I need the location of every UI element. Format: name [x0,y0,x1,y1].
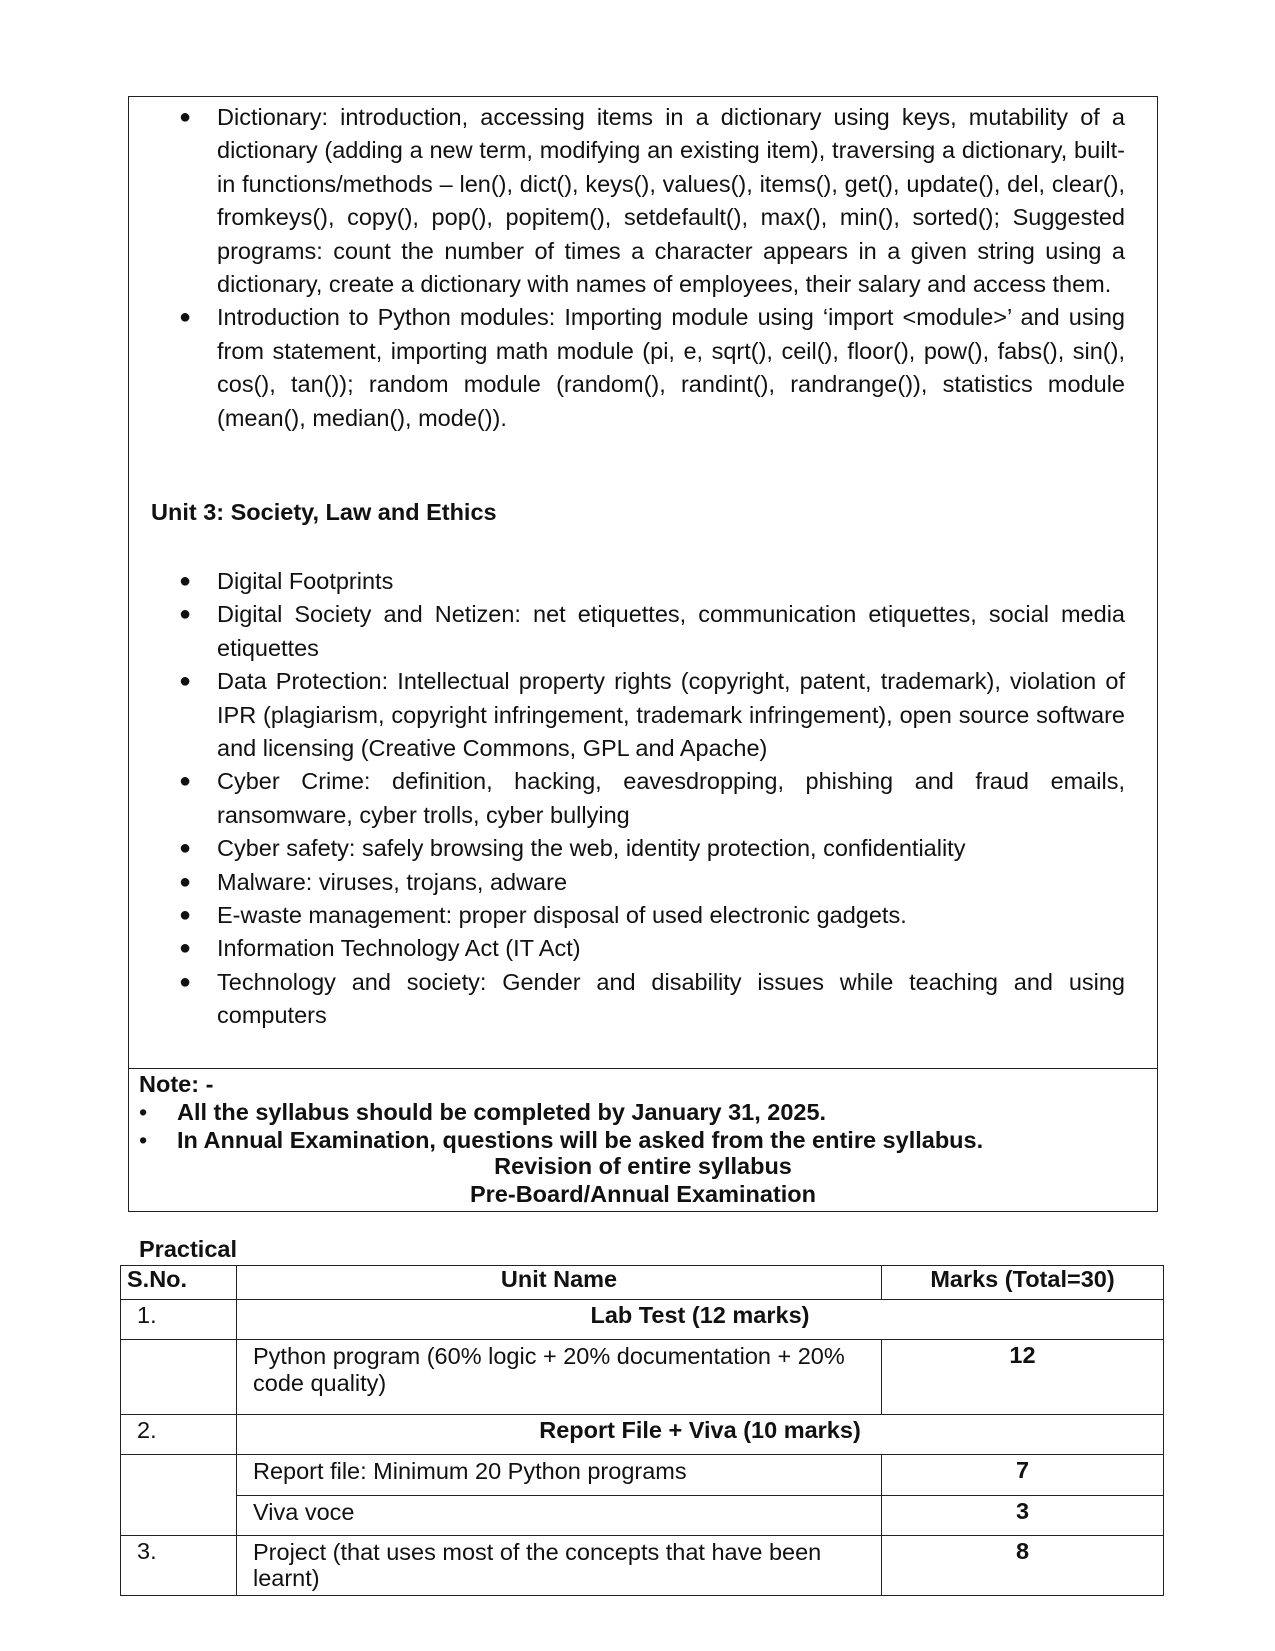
marks-cell: 12 [882,1340,1164,1415]
sno-cell: 1. [121,1300,237,1340]
marks-cell: 8 [882,1536,1164,1596]
note-text: In Annual Examination, questions will be asked from the entire syllabus. [177,1127,984,1153]
topic-text: Information Technology Act (IT Act) [217,935,581,962]
bullet-icon: ● [179,904,192,927]
topic-text: Introduction to Python modules: Importing module using ‘import <module>’ and using from statement, importing math module (pi, e, sqrt(), ceil(), floor(), pow(), fabs(), sin(), cos(), tan()); random module (random(), randint(), randrange()), statistics module (mean(), median(), mode()). [217,304,1125,431]
bullet-icon: ● [179,937,192,960]
practical-title: Practical [139,1236,237,1262]
bullet-icon: ● [179,306,192,329]
practical-marks-table [120,1265,1164,1596]
header-sno: S.No. [121,1266,237,1300]
unit2-topic-list [129,101,1157,435]
marks-cell: 7 [882,1455,1164,1496]
sno-cell [121,1455,237,1536]
table-row [121,1496,1164,1536]
list-item [129,866,1157,899]
topic-text: Digital Footprints [217,568,394,594]
unit-name-cell: Report file: Minimum 20 Python programs [237,1455,882,1496]
list-item [129,301,1157,435]
note-label: Note: - [139,1071,214,1097]
unit-name-cell: Viva voce [237,1496,882,1536]
topic-text: Data Protection: Intellectual property rights (copyright, patent, trademark), violation of IPR (plagiarism, copyright infringement, trademark infringement), open source software and licensing (Creative Commons, GPL and Apache) [217,668,1125,762]
list-item [129,765,1157,832]
header-marks: Marks (Total=30) [882,1266,1164,1300]
bullet-icon: ● [179,106,192,128]
section-title: Report File + Viva (10 marks) [237,1415,1164,1455]
sno-cell: 2. [121,1415,237,1455]
section-title: Lab Test (12 marks) [237,1300,1164,1340]
bullet-icon: ● [179,603,192,626]
table-row [121,1455,1164,1496]
list-item [129,966,1157,1033]
unit3-heading: Unit 3: Society, Law and Ethics [151,499,497,525]
bullet-icon: ● [179,870,192,893]
bullet-icon: ● [179,837,192,860]
topic-text: Cyber safety: safely browsing the web, identity protection, confidentiality [217,835,966,862]
table-header-row [121,1266,1164,1300]
list-item [129,832,1157,865]
table-row [121,1536,1164,1596]
syllabus-box [128,96,1158,1212]
note-text: All the syllabus should be completed by January 31, 2025. [177,1099,827,1125]
header-unit-name: Unit Name [237,1266,882,1300]
sno-cell [121,1340,237,1415]
bullet-icon: • [139,1127,148,1153]
sno-cell: 3. [121,1536,237,1596]
unit3-topic-list [129,565,1157,1033]
list-item [129,101,1157,301]
marks-cell: 3 [882,1496,1164,1536]
list-item [129,565,1157,598]
bullet-icon: • [139,1099,148,1125]
note-section [129,1069,1157,1211]
list-item [129,899,1157,932]
exam-line: Pre-Board/Annual Examination [469,1181,817,1207]
revision-line: Revision of entire syllabus [494,1153,792,1179]
table-row [121,1340,1164,1415]
unit-name-cell: Python program (60% logic + 20% documentation + 20% code quality) [237,1340,882,1415]
topic-text: Dictionary: introduction, accessing items in a dictionary using keys, mutability of a dictionary (adding a new term, modifying an existing item), traversing a dictionary, built-in functions/methods – len(), dict(), keys(), values(), items(), get(), update(), del, clear(), fromkeys(), copy(), pop(), popitem(), setdefault(), max(), min(), sorted(); Suggested programs: count the number of times a character appears in a given string using a dictionary, create a dictionary with names of employees, their salary and access them. [217,104,1125,298]
table-row [121,1415,1164,1455]
list-item [129,598,1157,665]
list-item [129,932,1157,965]
syllabus-content [129,97,1157,1069]
topic-text: Malware: viruses, trojans, adware [217,868,568,895]
topic-text: Technology and society: Gender and disability issues while teaching and using computers [217,968,1125,1029]
bullet-icon: ● [179,570,192,592]
topic-text: E-waste management: proper disposal of used electronic gadgets. [217,902,907,929]
topic-text: Digital Society and Netizen: net etiquettes, communication etiquettes, social media etiquettes [217,601,1125,661]
note-item [139,1099,826,1126]
topic-text: Cyber Crime: definition, hacking, eavesdropping, phishing and fraud emails, ransomware, cyber trolls, cyber bullying [217,768,1125,828]
unit-name-cell: Project (that uses most of the concepts that have been learnt) [237,1536,882,1596]
bullet-icon: ● [179,970,192,993]
list-item [129,665,1157,765]
bullet-icon: ● [179,670,192,693]
table-row [121,1300,1164,1340]
note-item [139,1127,983,1154]
bullet-icon: ● [179,770,192,793]
